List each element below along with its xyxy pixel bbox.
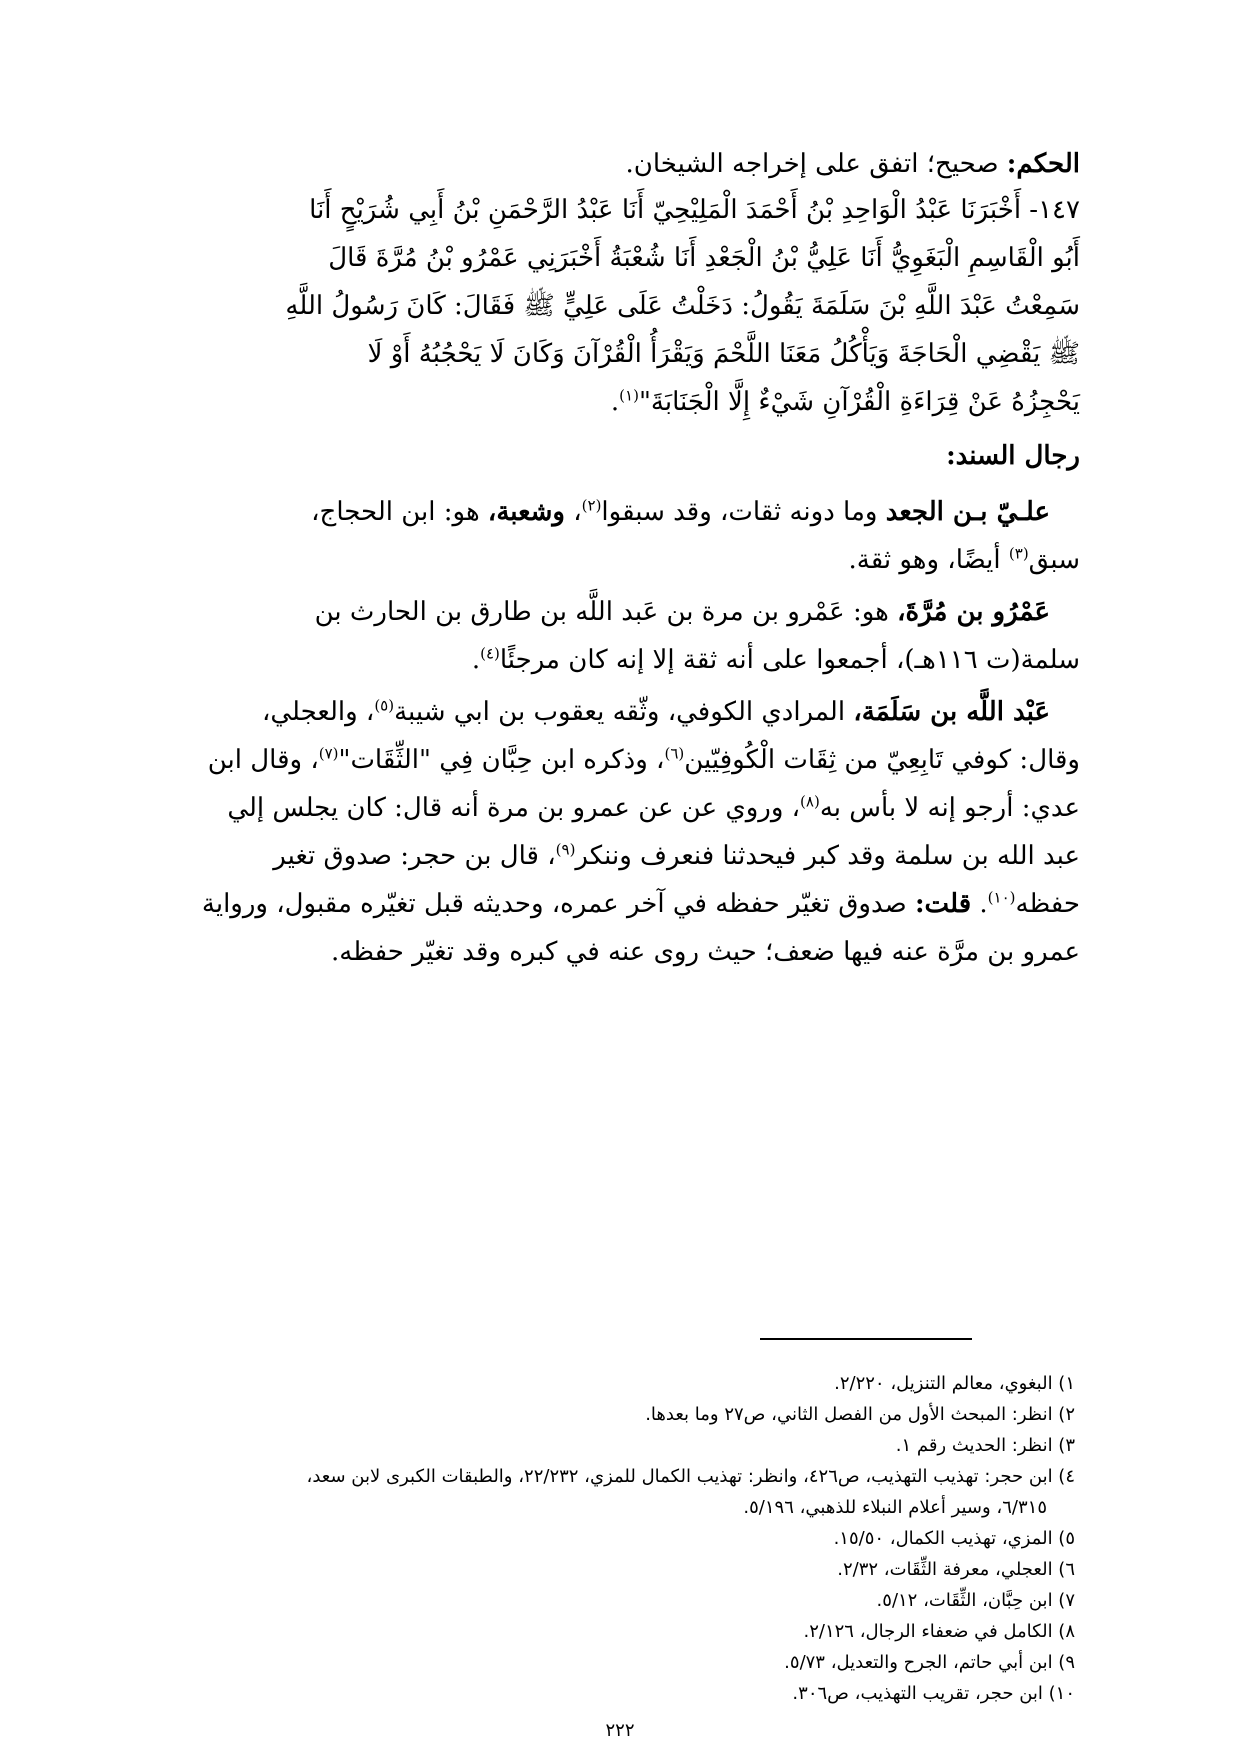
footnote-ref: (٦) [664,744,685,763]
footnote-ref: (٨) [800,792,820,811]
footnote: ١٠) ابن حجر، تقريب التهذيب، ص٣٠٦. [792,1683,1075,1704]
narrator-paragraph-1: علـيّ بـن الجعد وما دونه ثقات، وقد سبقوا$^{(٢)}$، وشعبة، هو: ابن الحجاج، سبق$^{(٣)}$ أيضًا، وهو ثقة. [311,496,1080,575]
narrator-name: عَمْرُو بن مُرَّةَ، [897,597,1050,627]
footnote-ref: (٩) [555,840,576,859]
footnote: ١) البغوي، معالم التنزيل، ٢/٢٢٠. [834,1373,1075,1394]
footnote-ref: (٣) [1008,544,1029,563]
narrator-name: عَبْد اللَّه بن سَلَمَة، [853,697,1050,727]
footnote: ٤) ابن حجر: تهذيب التهذيب، ص٤٢٦، وانظر: تهذيب الكمال للمزي، ٢٢/٢٣٢، والطبقات الكبرى لابن سعد، [306,1466,1075,1487]
footnote: ٣) انظر: الحديث رقم ١. [895,1435,1075,1456]
hadith-line: سَمِعْتُ عَبْدَ اللَّهِ بْنَ سَلَمَةَ يَقُولُ: دَخَلْتُ عَلَى عَلِيٍّ ﷺ فَقَالَ: كَانَ رَسُولُ اللَّهِ [285,291,1080,321]
footnote-separator [760,1338,972,1340]
footnote: ٩) ابن أبي حاتم، الجرح والتعديل، ٥/٧٣. [784,1652,1075,1673]
footnote-ref: (٢) [581,496,602,515]
ruling-text: صحيح؛ اتفق على إخراجه الشيخان. [625,149,1007,179]
hadith-line: أَبُو الْقَاسِمِ الْبَغَوِيُّ أَنَا عَلِيُّ بْنُ الْجَعْدِ أَنَا شُعْبَةُ أَخْبَرَنِي عَمْرُو بْنُ مُرَّةَ قَالَ [328,243,1080,273]
hadith-line: ١٤٧- أَخْبَرَنَا عَبْدُ الْوَاحِدِ بْنُ أَحْمَدَ الْمَلِيْحِيّ أَنَا عَبْدُ الرَّحْمَنِ بْنُ أَبِي شُرَيْحٍ أَنَا [309,195,1080,225]
footnote: ٨) الكامل في ضعفاء الرجال، ٢/١٢٦. [803,1621,1075,1642]
narrator-name: علـيّ بـن الجعد [885,497,1050,527]
hadith-line: ﷺ يَقْضِي الْحَاجَةَ وَيَأْكُلُ مَعَنَا اللَّحْمَ وَيَقْرَأُ الْقُرْآنَ وَكَانَ لَا يَحْجُبُهُ أَوْ لَا [367,339,1080,369]
narrator-name: وشعبة، [487,497,565,527]
ruling-line [150,140,1080,188]
ruling-label: الحكم: [1006,149,1080,179]
page-number: ٢٢٢ [605,1720,635,1741]
footnote-ref: (٥) [374,696,395,715]
narrator-paragraph-2: عَمْرُو بن مُرَّةَ، هو: عَمْرو بن مرة بن عَبد اللَّه بن طارق بن الحارث بن سلمة(ت ١١٦هـ)، أجمعوا على أنه ثقة إلا إنه كان مرجئًا$^{(٤)}$. [314,597,1080,675]
footnote-ref: (١٠) [987,888,1016,907]
footnote-ref: (١) [619,386,639,405]
qult-label: قلت: [914,889,972,919]
footnote-ref: (٧) [318,744,339,763]
footnote-continuation: ٦/٣١٥، وسير أعلام النبلاء للذهبي، ٥/١٩٦. [743,1497,1047,1518]
footnote: ٥) المزي، تهذيب الكمال، ١٥/٥٠. [833,1528,1075,1549]
footnote-ref: (٤) [480,644,500,663]
narrator-paragraph-3: عَبْد اللَّه بن سَلَمَة، المرادي الكوفي، وثّقه يعقوب بن ابي شيبة$^{(٥)}$، والعجلي، وقال: كوفي تَابِعِيّ من ثِقَات الْكُوفِيّين$^{(٦)}$، وذكره ابن حِبَّان فِي "الثِّقَات"$^{(٧)}$، وقال ابن عدي: أرجو إنه لا بأس به$^{(٨)}$، وروي عن عن عمرو بن مرة أنه قال: كان يجلس إلي عبد الله بن سلمة وقد كبر فيحدثنا فنعرف وننكر$^{(٩)}$، قال بن حجر: صدوق تغير حفظه$^{(١٠)}$. قلت: صدوق تغيّر حفظه في آخر عمره، وحديثه قبل تغيّره مقبول، ورواية عمرو بن مرَّة عنه فيها ضعف؛ حيث روى عنه في كبره وقد تغيّر حفظه. [201,696,1080,967]
footnote: ٦) العجلي، معرفة الثِّقَات، ٢/٣٢. [837,1559,1075,1580]
footnote: ٧) ابن حِبَّان، الثِّقَات، ٥/١٢. [876,1590,1075,1611]
footnote: ٢) انظر: المبحث الأول من الفصل الثاني، ص٢٧ وما بعدها. [645,1404,1075,1425]
hadith-line-last: يَحْجِزُهُ عَنْ قِرَاءَةِ الْقُرْآنِ شَيْءٌ إِلَّا الْجَنَابَةَ"$^{(١)}$. [610,386,1080,417]
section-title: رجال السند: [946,441,1080,471]
hadith-text [150,186,1080,426]
